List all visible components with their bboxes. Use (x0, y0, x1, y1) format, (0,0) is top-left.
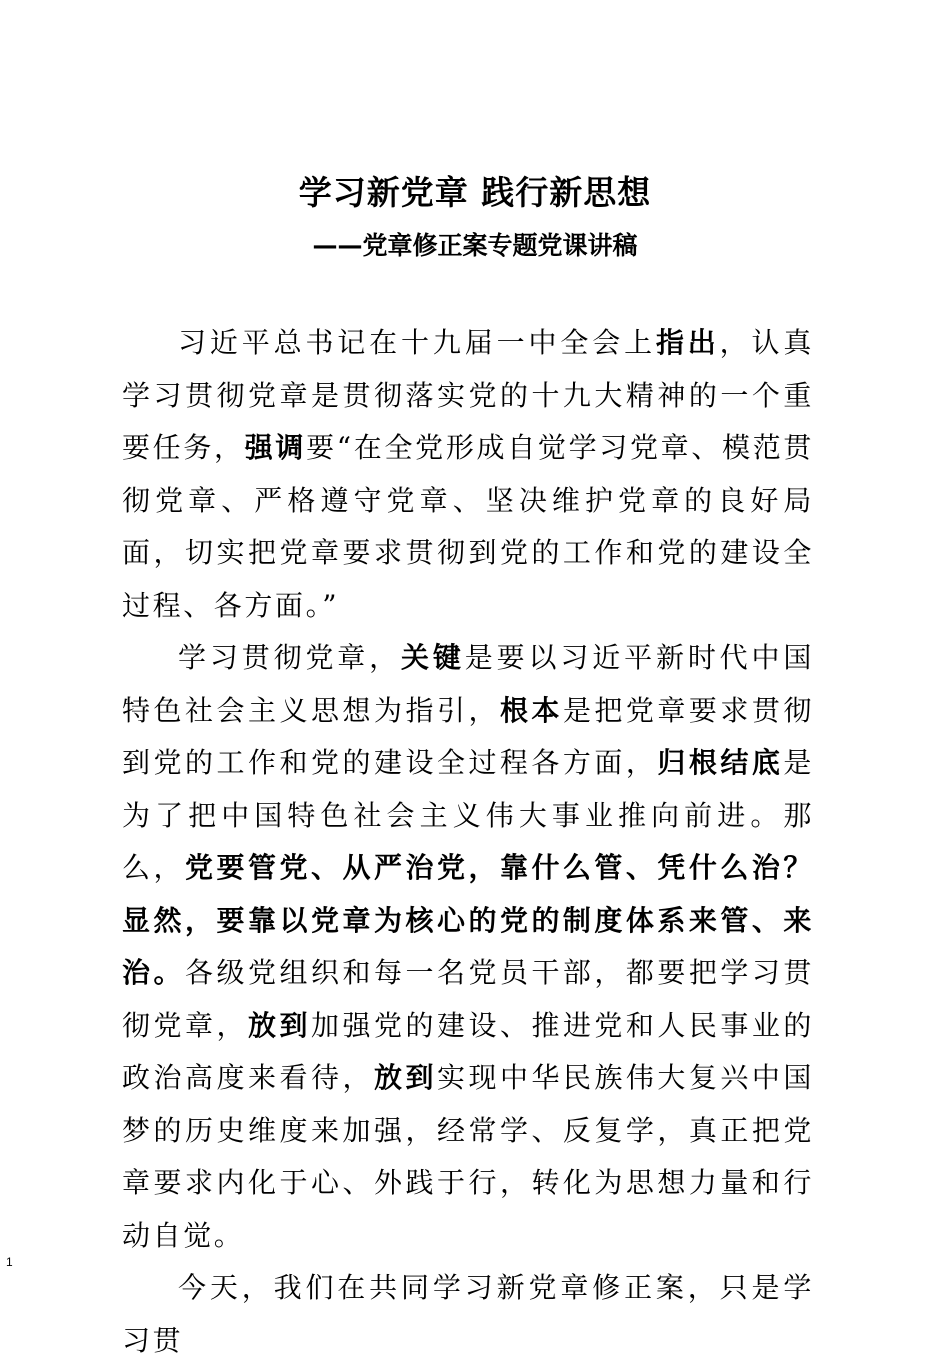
bold-text-run: 放到 (247, 1008, 311, 1042)
bold-text-run: 指出 (655, 326, 720, 359)
paragraph (122, 1262, 814, 1367)
bold-text-run: 强调 (244, 431, 307, 464)
text-run: 是把党章要求贯彻到党的工作和党的建设全过程各方面， (122, 693, 814, 779)
text-run: 今天，我们在共同学习新党章修正案，只是学习贯 (122, 1271, 814, 1357)
paragraph (122, 632, 814, 1262)
bold-text-run: 关键 (401, 641, 465, 674)
page-number: 1 (6, 1255, 13, 1269)
text-run: 加强党的建设、推进党和人民事业的政治高度来看待， (122, 1008, 815, 1094)
bold-text-run: 归根结底 (657, 746, 784, 779)
text-run: 实现中华民族伟大复兴中国梦的历史维度来加强，经常学、反复学，真正把党章要求内化于心、外践于行，转化为思想力量和行动自觉。 (122, 1061, 815, 1252)
text-run: 要“在全党形成自觉学习党章、模范贯彻党章、严格遵守党章、坚决维护党章的良好局面，切实把党章要求贯彻到党的工作和党的建设全过程、各方面。” (122, 431, 814, 622)
text-run: 各级党组织和每一名党员干部，都要把学习贯彻党章， (122, 956, 814, 1042)
body-text (122, 317, 814, 1367)
text-run: ，认真学习贯彻党章是贯彻落实党的十九大精神的一个重要任务， (122, 326, 814, 464)
paragraph (122, 317, 814, 632)
bold-text-run: 党要管党、从严治党，靠什么管、凭什么治？显然，要靠以党章为核心的党的制度体系来管、来治。 (122, 851, 814, 989)
text-run: 习近平总书记在十九届一中全会上 (178, 326, 656, 359)
page-title: 学习新党章 践行新思想 (298, 173, 652, 212)
page-subtitle: ——党章修正案专题党课讲稿 (312, 231, 638, 260)
text-run: 是为了把中国特色社会主义伟大事业推向前进。那么， (122, 746, 814, 884)
text-run: 是要以习近平新时代中国特色社会主义思想为指引， (122, 641, 815, 727)
bold-text-run: 放到 (373, 1061, 437, 1094)
text-run: 学习贯彻党章， (178, 641, 402, 674)
bold-text-run: 根本 (499, 693, 563, 727)
